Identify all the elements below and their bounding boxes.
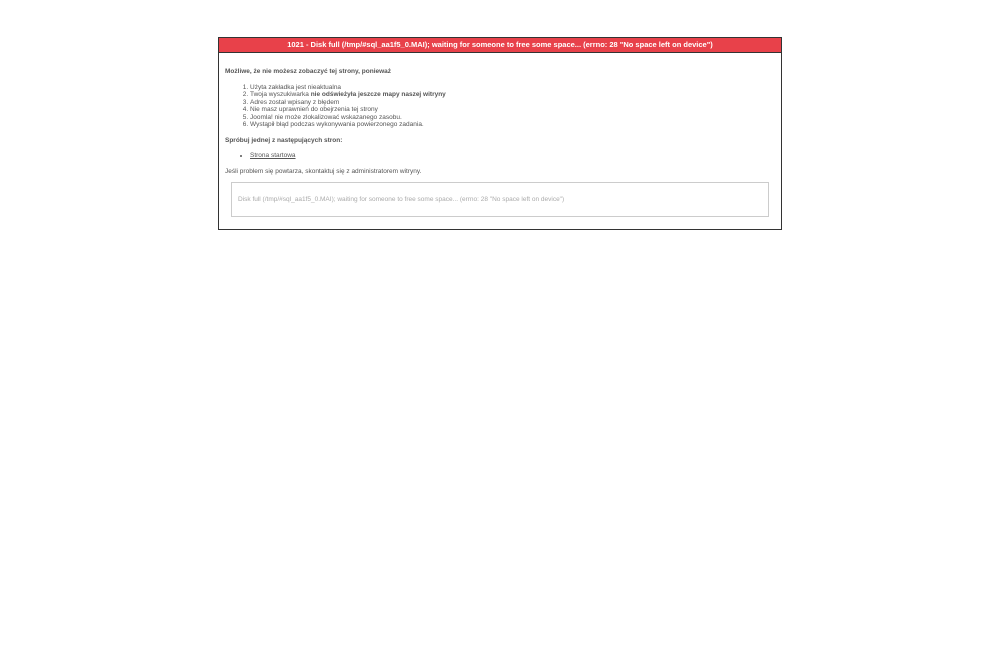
- reason-item: [250, 114, 775, 122]
- reason-item: [250, 121, 775, 129]
- home-link[interactable]: Strona startowa: [250, 152, 296, 159]
- link-item: [250, 152, 775, 160]
- reason-text-strong: nie odświeżyła jeszcze mapy naszej witryny: [310, 91, 446, 98]
- reason-item: [250, 99, 775, 107]
- reasons-list: [225, 84, 775, 129]
- reason-text-prefix: Twoja wyszukiwarka: [250, 91, 311, 98]
- error-details: Disk full (/tmp/#sql_aa1f5_0.MAI); waiting for someone to free some space... (errno: 28 "No space left on device"): [231, 182, 769, 217]
- reason-text: Joomla! nie może zlokalizować wskazanego zasobu.: [250, 113, 402, 121]
- try-heading: Spróbuj jednej z następujących stron:: [225, 136, 343, 144]
- intro-heading: Możliwe, że nie możesz zobaczyć tej strony, ponieważ: [225, 68, 392, 75]
- reason-text: Wystąpił błąd podczas wykonywania powierzonego zadania.: [250, 121, 424, 128]
- reason-item: [250, 84, 775, 92]
- reason-item: [250, 91, 775, 99]
- reason-text: Adres został wpisany z błędem: [250, 98, 340, 106]
- contact-text: Jeśli problem się powtarza, skontaktuj się z administratorem witryny.: [225, 167, 422, 175]
- links-list: [225, 152, 775, 160]
- error-panel: [218, 37, 782, 230]
- error-body: [219, 53, 781, 229]
- reason-text: Nie masz uprawnień do obejrzenia tej strony: [250, 106, 378, 113]
- reason-text: Użyta zakładka jest nieaktualna: [250, 83, 342, 91]
- reason-item: [250, 106, 775, 114]
- error-title: 1021 - Disk full (/tmp/#sql_aa1f5_0.MAI); waiting for someone to free some space... (errno: 28 "No space left on device"): [219, 38, 781, 53]
